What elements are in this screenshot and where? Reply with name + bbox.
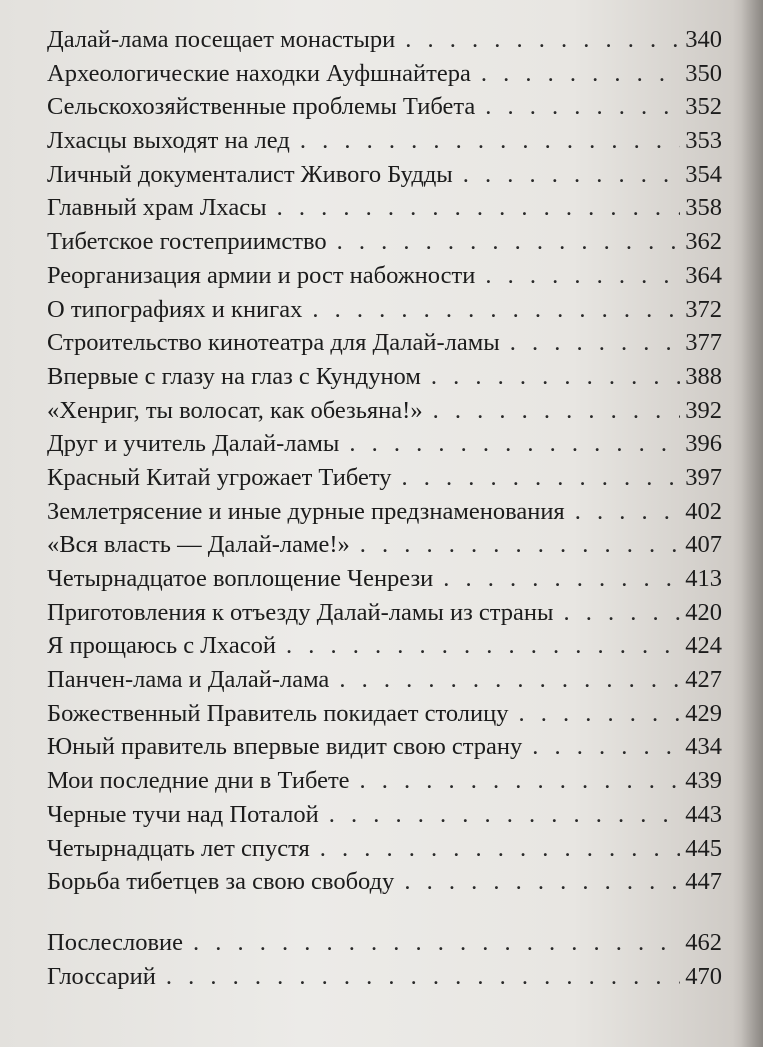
toc-entry-title: Реорганизация армии и рост набожности bbox=[47, 261, 476, 289]
toc-entry bbox=[47, 868, 722, 902]
toc-entry-page: 407 bbox=[685, 531, 722, 559]
spine-shadow bbox=[741, 0, 763, 1047]
toc-entry-page: 396 bbox=[685, 430, 722, 458]
toc-entry-page: 353 bbox=[685, 127, 722, 155]
toc-entry-page: 340 bbox=[685, 26, 722, 53]
dot-leader bbox=[339, 666, 680, 694]
toc-entry bbox=[47, 464, 722, 498]
toc-entry-title: Друг и учитель Далай-ламы bbox=[47, 430, 340, 458]
toc-entry bbox=[47, 666, 722, 700]
toc-entry-title: Землетрясение и иные дурные предзнаменования bbox=[47, 497, 565, 525]
dot-leader bbox=[337, 228, 680, 256]
toc-entry-page: 358 bbox=[685, 194, 722, 222]
toc-entry-page: 362 bbox=[685, 228, 722, 256]
toc-entry bbox=[47, 801, 722, 835]
toc-entry bbox=[47, 599, 722, 633]
toc-entry-page: 413 bbox=[685, 565, 722, 592]
toc-entry-title: «Вся власть — Далай-ламе!» bbox=[47, 531, 350, 559]
toc-entry-page: 424 bbox=[685, 632, 722, 660]
toc-entry-title: О типографиях и книгах bbox=[47, 295, 303, 323]
toc-entry-page: 427 bbox=[685, 666, 722, 694]
dot-leader bbox=[405, 26, 680, 54]
dot-leader bbox=[300, 127, 680, 155]
toc-entry-glossary bbox=[47, 963, 722, 997]
toc-entry-title: Борьба тибетцев за свою свободу bbox=[47, 868, 395, 896]
toc-entry bbox=[47, 767, 722, 801]
toc-entry bbox=[47, 93, 722, 127]
dot-leader bbox=[575, 498, 680, 526]
toc-entry-title: Черные тучи над Поталой bbox=[47, 800, 319, 828]
toc-entry-page: 420 bbox=[685, 598, 722, 626]
toc-entry-page: 397 bbox=[685, 463, 722, 491]
toc-entry-title: Археологические находки Ауфшнайтера bbox=[47, 59, 471, 87]
dot-leader bbox=[277, 194, 680, 222]
toc-entry bbox=[47, 430, 722, 464]
toc-entry-title: Послесловие bbox=[47, 928, 184, 956]
dot-leader bbox=[312, 296, 680, 324]
toc-entry bbox=[47, 329, 722, 363]
toc-entry-title: Приготовления к отъезду Далай-ламы из страны bbox=[47, 598, 554, 626]
toc-entry-page: 388 bbox=[685, 362, 722, 390]
dot-leader bbox=[320, 835, 680, 863]
toc-entry bbox=[47, 194, 722, 228]
toc-entry-title: Далай-лама посещает монастыри bbox=[47, 26, 396, 53]
toc-entry-page: 392 bbox=[685, 396, 722, 424]
toc-entry-title: Лхасцы выходят на лед bbox=[47, 127, 290, 155]
toc-entry bbox=[47, 161, 722, 195]
toc-entry-page: 402 bbox=[685, 497, 722, 525]
toc-entry-title: Тибетское гостеприимство bbox=[47, 228, 327, 256]
dot-leader bbox=[193, 929, 680, 957]
dot-leader bbox=[404, 868, 680, 896]
toc-entry bbox=[47, 228, 722, 262]
toc-entry-page: 470 bbox=[685, 962, 722, 990]
toc-entry-page: 364 bbox=[685, 261, 722, 289]
dot-leader bbox=[443, 565, 680, 593]
toc-entry-title: Личный документалист Живого Будды bbox=[47, 160, 453, 188]
toc-entry-title: Сельскохозяйственные проблемы Тибета bbox=[47, 93, 476, 121]
dot-leader bbox=[563, 599, 680, 627]
dot-leader bbox=[532, 733, 680, 761]
toc-entry-page: 443 bbox=[685, 800, 722, 828]
toc-entry bbox=[47, 26, 722, 60]
toc-entry-page: 354 bbox=[685, 160, 722, 188]
dot-leader bbox=[519, 700, 680, 728]
toc-entry-title: Красный Китай угрожает Тибету bbox=[47, 463, 392, 491]
toc-entry-afterword bbox=[47, 929, 722, 963]
toc-entry-title: «Хенриг, ты волосат, как обезьяна!» bbox=[47, 396, 423, 424]
toc-entry-page: 372 bbox=[685, 295, 722, 323]
dot-leader bbox=[329, 801, 680, 829]
toc-entry bbox=[47, 835, 722, 869]
dot-leader bbox=[431, 363, 680, 391]
toc-entry-title: Глоссарий bbox=[47, 962, 156, 990]
toc-entry-title: Панчен-лама и Далай-лама bbox=[47, 666, 330, 694]
toc-entry-page: 352 bbox=[685, 93, 722, 121]
dot-leader bbox=[360, 531, 680, 559]
toc-entry bbox=[47, 296, 722, 330]
table-of-contents bbox=[47, 26, 722, 996]
toc-entry bbox=[47, 60, 722, 94]
dot-leader bbox=[481, 60, 680, 88]
toc-entry-page: 350 bbox=[685, 59, 722, 87]
dot-leader bbox=[433, 397, 680, 425]
dot-leader bbox=[510, 329, 680, 357]
toc-entry-title: Впервые с глазу на глаз с Кундуном bbox=[47, 362, 421, 390]
toc-entry-page: 377 bbox=[685, 329, 722, 357]
dot-leader bbox=[485, 262, 680, 290]
toc-entry bbox=[47, 262, 722, 296]
toc-entry bbox=[47, 363, 722, 397]
section-spacer bbox=[47, 902, 722, 929]
toc-entry bbox=[47, 700, 722, 734]
dot-leader bbox=[286, 632, 680, 660]
toc-entry bbox=[47, 733, 722, 767]
toc-entry-title: Четырнадцатое воплощение Ченрези bbox=[47, 565, 434, 592]
toc-entry-title: Божественный Правитель покидает столицу bbox=[47, 699, 509, 727]
toc-entry-page: 434 bbox=[685, 733, 722, 761]
toc-entry-page: 445 bbox=[685, 834, 722, 862]
toc-entry-title: Мои последние дни в Тибете bbox=[47, 767, 350, 795]
toc-entry-page: 429 bbox=[685, 699, 722, 727]
toc-entry-title: Строительство кинотеатра для Далай-ламы bbox=[47, 329, 500, 357]
dot-leader bbox=[166, 963, 680, 991]
toc-entry-title: Я прощаюсь с Лхасой bbox=[47, 632, 276, 660]
toc-entry bbox=[47, 531, 722, 565]
toc-entry bbox=[47, 565, 722, 599]
toc-entry-page: 439 bbox=[685, 767, 722, 795]
toc-entry-page: 462 bbox=[685, 928, 722, 956]
toc-entry-title: Юный правитель впервые видит свою страну bbox=[47, 733, 523, 761]
toc-entry bbox=[47, 397, 722, 431]
dot-leader bbox=[349, 430, 680, 458]
toc-entry bbox=[47, 127, 722, 161]
toc-entry-title: Главный храм Лхасы bbox=[47, 194, 267, 222]
toc-entry-page: 447 bbox=[685, 868, 722, 896]
toc-entry-title: Четырнадцать лет спустя bbox=[47, 834, 310, 862]
dot-leader bbox=[360, 767, 680, 795]
dot-leader bbox=[402, 464, 680, 492]
toc-entry bbox=[47, 632, 722, 666]
dot-leader bbox=[485, 93, 680, 121]
toc-entry bbox=[47, 498, 722, 532]
dot-leader bbox=[463, 161, 680, 189]
